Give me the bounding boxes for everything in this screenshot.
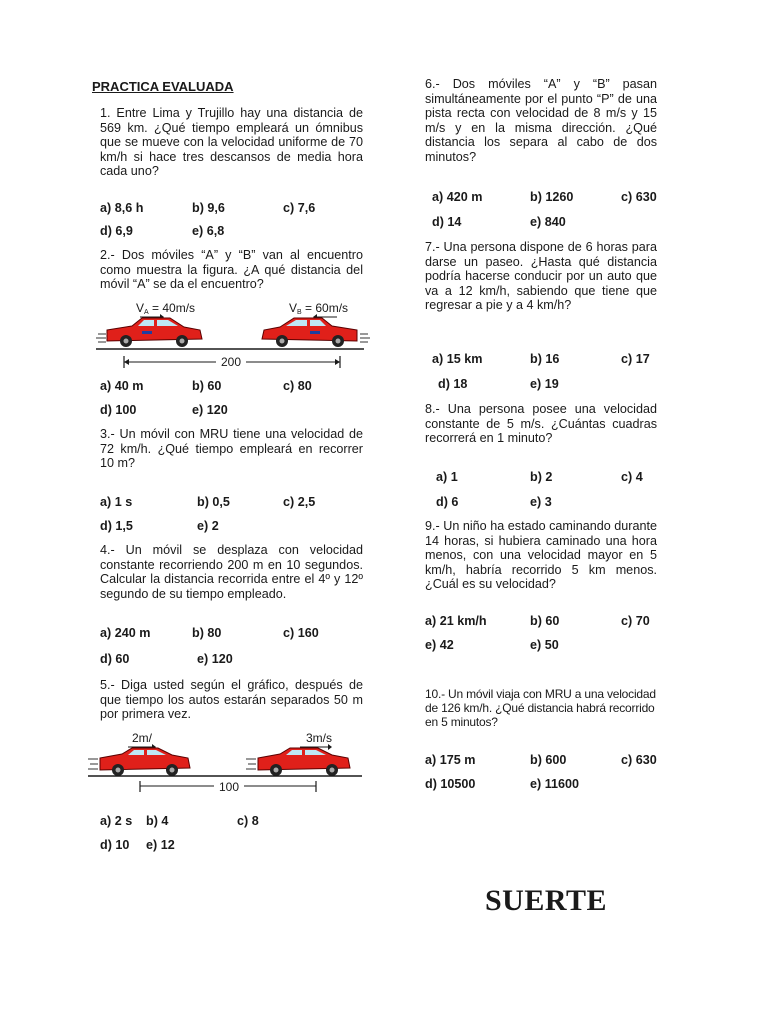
q1-option-a: a) 8,6 h	[100, 201, 144, 215]
q5-option-e: e) 12	[146, 838, 175, 852]
q2-option-c: c) 80	[283, 379, 312, 393]
q3-option-b: b) 0,5	[197, 495, 230, 509]
q6-option-e: e) 840	[530, 215, 566, 229]
distance-label: 200	[220, 355, 242, 369]
q8-option-b: b) 2	[530, 470, 553, 484]
q9-option-e: e) 50	[530, 638, 559, 652]
car-2-icon	[246, 748, 350, 776]
q4-option-d: d) 60	[100, 652, 130, 666]
question-6-text: 6.- Dos móviles “A” y “B” pasan simultáneamente por el punto “P” de una pista recta con velocidad de 8 m/s y 15 m/s y en la misma dirección. ¿Qué distancia los separa al cabo de dos minutos?	[425, 77, 657, 164]
q3-option-a: a) 1 s	[100, 495, 133, 509]
distance-label: 100	[218, 780, 240, 794]
car-a-icon	[96, 318, 202, 347]
q4-option-c: c) 160	[283, 626, 319, 640]
q4-option-e: e) 120	[197, 652, 233, 666]
q10-option-c: c) 630	[621, 753, 657, 767]
velocity-2-label: 3m/s	[306, 731, 333, 745]
question-3-text: 3.- Un móvil con MRU tiene una velocidad de 72 km/h. ¿Qué tiempo empleará en recorrer 10 m?	[100, 427, 363, 471]
q8-option-c: c) 4	[621, 470, 643, 484]
velocity-b-label: VB = 60m/s	[289, 301, 349, 316]
q1-option-d: d) 6,9	[100, 224, 133, 238]
question-10-text: 10.- Un móvil viaja con MRU a una velocidad de 126 km/h. ¿Qué distancia habrá recorrido en 5 minutos?	[425, 687, 656, 729]
encounter-figure	[92, 296, 372, 374]
q7-option-a: a) 15 km	[432, 352, 483, 366]
question-2-text: 2.- Dos móviles “A” y “B” van al encuentro como muestra la figura. ¿A qué distancia del móvil “A” se da el encuentro?	[100, 248, 363, 292]
q3-option-e: e) 2	[197, 519, 219, 533]
q2-option-b: b) 60	[192, 379, 222, 393]
question-9-text: 9.- Un niño ha estado caminando durante 14 horas, si hubiera caminado una hora menos, con una velocidad mayor en 5 km/h, habría recorrido 5 km menos. ¿Cuál es su velocidad?	[425, 519, 657, 592]
velocity-1-label: 2m/	[132, 731, 153, 745]
q8-option-a: a) 1	[436, 470, 458, 484]
q2-option-a: a) 40 m	[100, 379, 144, 393]
q9-option-b: b) 60	[530, 614, 560, 628]
q2-option-e: e) 120	[192, 403, 228, 417]
q7-option-c: c) 17	[621, 352, 650, 366]
closing-text: SUERTE	[485, 884, 607, 917]
q9-option-c: c) 70	[621, 614, 650, 628]
q6-option-d: d) 14	[432, 215, 462, 229]
q4-option-a: a) 240 m	[100, 626, 151, 640]
q10-option-d: d) 10500	[425, 777, 476, 791]
q6-option-c: c) 630	[621, 190, 657, 204]
q10-option-a: a) 175 m	[425, 753, 476, 767]
question-1-text: 1. Entre Lima y Trujillo hay una distancia de 569 km. ¿Qué tiempo empleará un ómnibus que se mueve con la velocidad uniforme de 70 km/h si hace tres descansos de media hora cada uno?	[100, 106, 363, 179]
q5-option-c: c) 8	[237, 814, 259, 828]
car-1-icon	[88, 748, 190, 776]
separation-figure	[86, 728, 366, 798]
q8-option-d: d) 6	[436, 495, 459, 509]
q7-option-b: b) 16	[530, 352, 560, 366]
question-5-text: 5.- Diga usted según el gráfico, después de que tiempo los autos estarán separados 50 m por primera vez.	[100, 678, 363, 722]
q7-option-d: d) 18	[438, 377, 468, 391]
q10-option-e: e) 11600	[530, 777, 580, 791]
q6-option-b: b) 1260	[530, 190, 574, 204]
q3-option-d: d) 1,5	[100, 519, 133, 533]
q8-option-e: e) 3	[530, 495, 552, 509]
q5-option-d: d) 10	[100, 838, 130, 852]
q1-option-c: c) 7,6	[283, 201, 316, 215]
q6-option-a: a) 420 m	[432, 190, 483, 204]
question-4-text: 4.- Un móvil se desplaza con velocidad constante recorriendo 200 m en 10 segundos. Calcular la distancia recorrida entre el 4º y 12º segundo de su tiempo empleado.	[100, 543, 363, 601]
q7-option-e: e) 19	[530, 377, 559, 391]
q2-option-d: d) 100	[100, 403, 137, 417]
q3-option-c: c) 2,5	[283, 495, 316, 509]
q9-option-a: a) 21 km/h	[425, 614, 487, 628]
car-b-icon	[262, 318, 370, 347]
velocity-a-label: VA = 40m/s	[136, 301, 196, 316]
question-7-text: 7.- Una persona dispone de 6 horas para darse un paseo. ¿Hasta qué distancia podría hacerse conducir por un auto que va a 12 km/h, sabiendo que tiene que regresar a pie y a 4 km/h?	[425, 240, 657, 313]
q1-option-b: b) 9,6	[192, 201, 225, 215]
page-title: PRACTICA EVALUADA	[92, 79, 234, 94]
q10-option-b: b) 600	[530, 753, 567, 767]
q1-option-e: e) 6,8	[192, 224, 225, 238]
question-8-text: 8.- Una persona posee una velocidad constante de 5 m/s. ¿Cuántas cuadras recorrerá en 1 minuto?	[425, 402, 657, 446]
q5-option-b: b) 4	[146, 814, 169, 828]
q5-option-a: a) 2 s	[100, 814, 133, 828]
q9-option-d: e) 42	[425, 638, 454, 652]
q4-option-b: b) 80	[192, 626, 222, 640]
